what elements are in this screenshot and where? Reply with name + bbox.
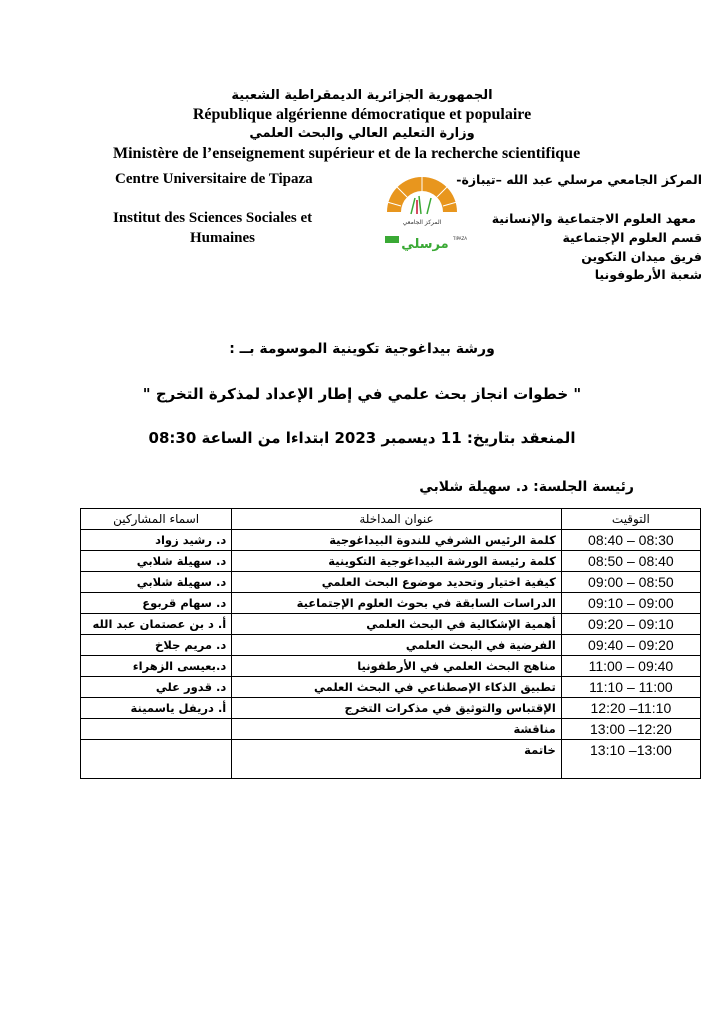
centre-arabic: المركز الجامعي مرسلي عبد الله –تيبازة- [456,172,702,187]
table-row [81,698,701,719]
title-cell: كيفية اختيار وتحديد موضوع البحث العلمي [232,572,562,593]
table-row [81,656,701,677]
participant-cell [81,740,232,779]
table-row [81,530,701,551]
ministry-arabic: وزارة التعليم العالي والبحث العلمي [249,126,475,141]
svg-text:المركز الجامعي: المركز الجامعي [402,219,442,226]
participant-cell: د.بعيسى الزهراء [81,656,232,677]
table-row [81,677,701,698]
title-cell: مناهج البحث العلمي في الأرطفونيا [232,656,562,677]
title-cell: كلمة رئيسة الورشة البيداغوجية التكوينية [232,551,562,572]
participant-cell: د. سهام قربوع [81,593,232,614]
department-arabic: قسم العلوم الإجتماعية [562,230,702,245]
table-row [81,740,701,779]
header-participants: اسماء المشاركين [81,509,232,530]
header-time: التوقيت [561,509,700,530]
time-cell: 09:40 – 11:00 [561,656,700,677]
table-row [81,635,701,656]
header-title: عنوان المداخلة [232,509,562,530]
institute-arabic: معهد العلوم الاجتماعية والإنسانية [491,211,696,226]
svg-text:مرسلي: مرسلي [401,237,449,252]
time-cell: 08:40 – 08:50 [561,551,700,572]
university-logo [381,168,467,254]
participant-cell [81,719,232,740]
participant-cell: د. رشيد زواد [81,530,232,551]
participant-cell: د. سهيلة شلابي [81,551,232,572]
table-row [81,593,701,614]
republic-arabic: الجمهورية الجزائرية الديمقراطية الشعبية [231,88,493,103]
title-cell: أهمية الإشكالية في البحث العلمي [232,614,562,635]
time-cell: 11:00 – 11:10 [561,677,700,698]
time-cell: 08:30 – 08:40 [561,530,700,551]
participant-cell: د. سهيلة شلابي [81,572,232,593]
table-row [81,719,701,740]
time-cell: 09:00 – 09:10 [561,593,700,614]
event-intro: ورشة بيداغوجية تكوينية الموسومة بــ : [229,341,495,357]
time-cell: 11:10– 12:20 [561,698,700,719]
participant-cell: أ. د بن عصتمان عبد الله [81,614,232,635]
title-cell: خاتمة [232,740,562,779]
title-cell: مناقشة [232,719,562,740]
participant-cell: د. مريم جلاخ [81,635,232,656]
table-row [81,614,701,635]
time-cell: 12:20– 13:00 [561,719,700,740]
institute-french-line1: Institut des Sciences Sociales et [113,210,313,226]
team-arabic: فريق ميدان التكوين [581,249,702,264]
time-cell: 13:00– 13:10 [561,740,700,779]
institute-french-line2: Humaines [190,230,256,246]
ministry-french: Ministère de l’enseignement supérieur et de la recherche scientifique [113,145,581,162]
republic-french: République algérienne démocratique et populaire [192,106,532,123]
branch-arabic: شعبة الأرطوفونيا [594,267,702,282]
time-cell: 09:10 – 09:20 [561,614,700,635]
participant-cell: أ. دريفل ياسمينة [81,698,232,719]
table-header-row [81,509,701,530]
title-cell: الفرضية في البحث العلمي [232,635,562,656]
title-cell: تطبيق الذكاء الإصطناعي في البحث العلمي [232,677,562,698]
centre-french: Centre Universitaire de Tipaza [115,171,313,187]
title-cell: الدراسات السابقة في بحوث العلوم الإجتماعية [232,593,562,614]
time-cell: 08:50 – 09:00 [561,572,700,593]
title-cell: كلمة الرئيس الشرفي للندوة البيداغوجية [232,530,562,551]
time-cell: 09:20 – 09:40 [561,635,700,656]
table-row [81,572,701,593]
event-title: " خطوات انجاز بحث علمي في إطار الإعداد لمذكرة التخرج " [142,385,582,403]
schedule-table [80,508,701,779]
title-cell: الإقتباس والتوثيق في مذكرات التخرج [232,698,562,719]
participant-cell: د. قدور علي [81,677,232,698]
event-date: المنعقد بتاريخ: 11 ديسمبر 2023 ابتداءا من الساعة 08:30 [148,429,576,447]
svg-text:TIPAZA: TIPAZA [453,236,467,241]
session-chair: رئيسة الجلسة: د. سهيلة شلابي [419,479,634,495]
table-row [81,551,701,572]
